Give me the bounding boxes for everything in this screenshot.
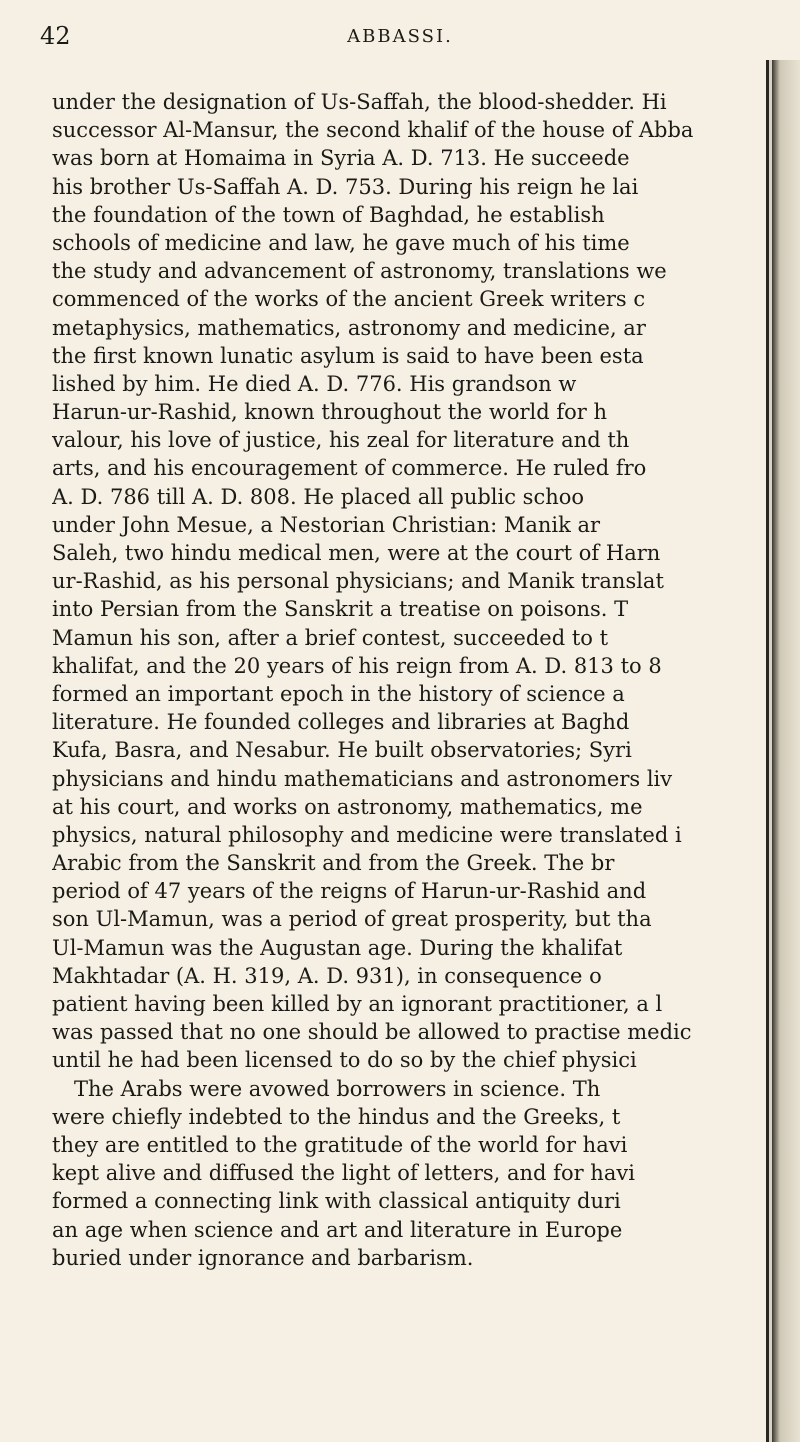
text-line: valour, his love of justice, his zeal for literature and th	[52, 428, 630, 453]
text-line: ur-Rashid, as his personal physicians; and Manik translat	[52, 569, 664, 594]
text-line: an age when science and art and literature in Europe	[52, 1217, 623, 1242]
body-text	[52, 88, 764, 1272]
text-line: they are entitled to the gratitude of the world for havi	[52, 1132, 628, 1157]
text-line: until he had been licensed to do so by the chief physici	[52, 1048, 637, 1073]
text-line: under the designation of Us-Saffah, the blood-shedder. Hi	[52, 90, 667, 114]
binding-gutter	[766, 60, 800, 1442]
text-line: was born at Homaima in Syria A. D. 713. He succeede	[52, 146, 630, 171]
text-line: successor Al-Mansur, the second khalif of the house of Abba	[52, 118, 694, 143]
text-line: khalifat, and the 20 years of his reign from A. D. 813 to 8	[52, 653, 662, 678]
page-header	[40, 22, 760, 52]
paragraph	[52, 88, 764, 1075]
text-line: period of 47 years of the reigns of Harun-ur-Rashid and	[52, 879, 647, 904]
text-line: formed an important epoch in the history of science a	[52, 681, 625, 706]
text-line: the study and advancement of astronomy, translations we	[52, 259, 667, 284]
text-line: kept alive and diffused the light of letters, and for havi	[52, 1161, 635, 1186]
text-line: buried under ignorance and barbarism.	[52, 1245, 474, 1270]
text-line: physics, natural philosophy and medicine were translated i	[52, 822, 682, 847]
text-line: was passed that no one should be allowed to practise medic	[52, 1020, 692, 1045]
running-head: ABBASSI.	[347, 26, 453, 47]
text-line: were chiefly indebted to the hindus and the Greeks, t	[52, 1104, 621, 1129]
text-line: literature. He founded colleges and libraries at Baghd	[52, 710, 630, 735]
text-line: at his court, and works on astronomy, mathematics, me	[52, 794, 643, 819]
text-line: schools of medicine and law, he gave much of his time	[52, 230, 630, 255]
text-line: Mamun his son, after a brief contest, succeeded to t	[52, 625, 609, 650]
text-line: Ul-Mamun was the Augustan age. During the khalifat	[52, 935, 623, 960]
text-line: under John Mesue, a Nestorian Christian: Manik ar	[52, 512, 601, 537]
text-line: physicians and hindu mathematicians and astronomers liv	[52, 766, 673, 791]
text-line: his brother Us-Saffah A. D. 753. During his reign he lai	[52, 174, 639, 199]
text-line: Makhtadar (A. H. 319, A. D. 931), in consequence o	[52, 963, 602, 988]
text-line: Kufa, Basra, and Nesabur. He built observatories; Syri	[52, 738, 632, 763]
text-line: The Arabs were avowed borrowers in science. Th	[74, 1076, 601, 1101]
text-line: commenced of the works of the ancient Greek writers c	[52, 287, 646, 312]
text-line: A. D. 786 till A. D. 808. He placed all public schoo	[52, 484, 585, 509]
text-line: formed a connecting link with classical antiquity duri	[52, 1189, 621, 1214]
text-line: into Persian from the Sanskrit a treatise on poisons. T	[52, 597, 629, 622]
text-line: arts, and his encouragement of commerce. He ruled fro	[52, 456, 647, 481]
text-line: metaphysics, mathematics, astronomy and medicine, ar	[52, 315, 646, 340]
text-line: Arabic from the Sanskrit and from the Greek. The br	[52, 851, 615, 876]
text-line: lished by him. He died A. D. 776. His grandson w	[52, 371, 577, 396]
paragraph	[52, 1075, 764, 1272]
text-line: Saleh, two hindu medical men, were at the court of Harn	[52, 541, 661, 565]
text-line: son Ul-Mamun, was a period of great prosperity, but tha	[52, 907, 652, 932]
text-line: the foundation of the town of Baghdad, he establish	[52, 202, 605, 227]
text-line: Harun-ur-Rashid, known throughout the world for h	[52, 400, 608, 425]
text-line: the first known lunatic asylum is said to have been esta	[52, 343, 644, 368]
page-number: 42	[40, 22, 71, 50]
text-line: patient having been killed by an ignorant practitioner, a l	[52, 992, 663, 1016]
